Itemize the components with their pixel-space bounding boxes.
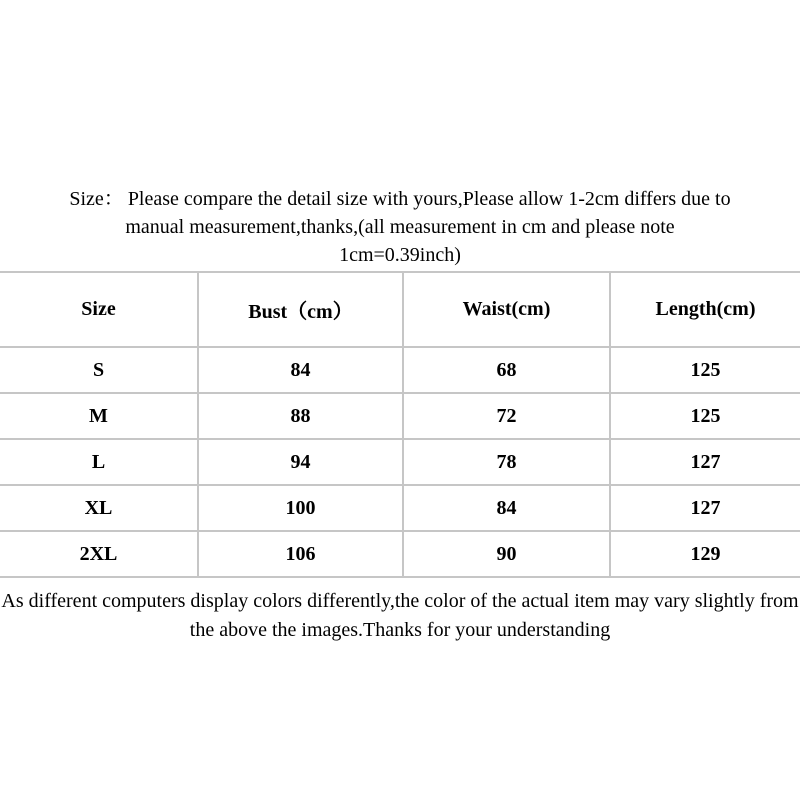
column-header-length: Length(cm) [610, 272, 800, 347]
value-cell: 84 [198, 347, 403, 393]
value-cell: 129 [610, 531, 800, 577]
value-cell: 72 [403, 393, 610, 439]
size-cell: S [92, 358, 105, 381]
column-header-size: Size [81, 298, 116, 320]
size-cell: M [89, 404, 108, 427]
value-cell: 78 [403, 439, 610, 485]
column-header-bust: Bust（cm） [198, 272, 403, 347]
color-disclaimer: As different computers display colors differently,the color of the actual item may vary slightly from the above the images.Thanks for your understanding [1, 590, 799, 641]
value-cell: 127 [610, 485, 800, 531]
value-cell: 125 [610, 393, 800, 439]
table-row [0, 347, 800, 393]
size-cell: 2XL [79, 542, 118, 565]
table-row [0, 439, 800, 485]
value-cell: 106 [198, 531, 403, 577]
table-row [0, 531, 800, 577]
value-cell: 100 [198, 485, 403, 531]
size-note-label: Size： [69, 188, 124, 210]
column-header-waist: Waist(cm) [403, 272, 610, 347]
size-cell: XL [84, 496, 113, 519]
table-row [0, 485, 800, 531]
value-cell: 68 [403, 347, 610, 393]
value-cell: 127 [610, 439, 800, 485]
size-table [0, 271, 800, 578]
value-cell: 88 [198, 393, 403, 439]
value-cell: 90 [403, 531, 610, 577]
size-note-text: Please compare the detail size with yours,Please allow 1-2cm differs due to manual measurement,thanks,(all measurement in cm and please note 1cm=0.39inch) [125, 188, 731, 266]
value-cell: 125 [610, 347, 800, 393]
value-cell: 84 [403, 485, 610, 531]
value-cell: 94 [198, 439, 403, 485]
header-row [0, 272, 800, 347]
size-note [62, 185, 738, 269]
table-row [0, 393, 800, 439]
size-cell: L [91, 450, 106, 473]
